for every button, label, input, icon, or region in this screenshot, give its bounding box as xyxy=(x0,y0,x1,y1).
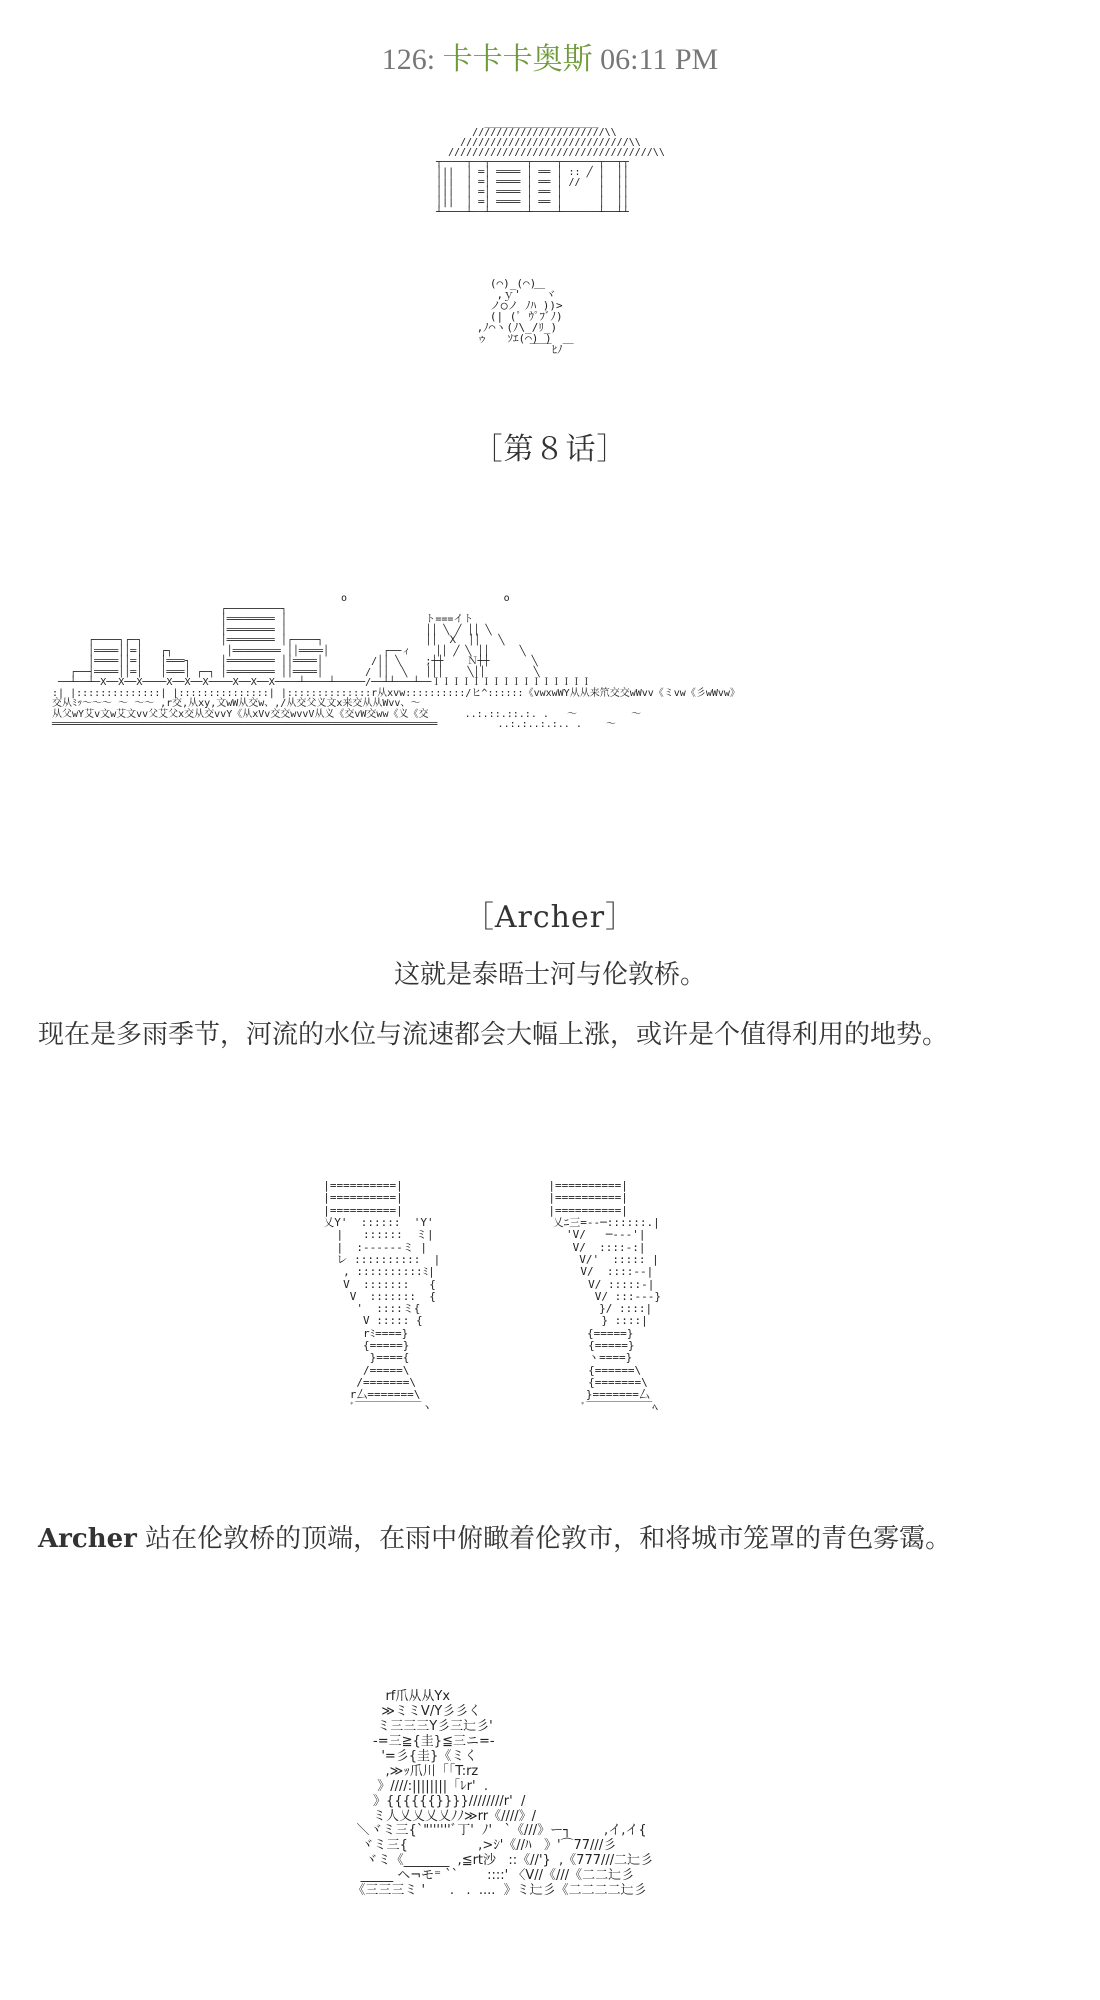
archer-sentence: 站在伦敦桥的顶端，在雨中俯瞰着伦敦市，和将城市笼罩的青色雾霭。 xyxy=(136,1524,952,1554)
post-time: 06:11 PM xyxy=(600,43,719,76)
post-number: 126: xyxy=(381,43,436,76)
ascii-art-bridge-towers: |==========| |==========| |==========| |==========| |==========| |==========| 乂Y' :::::: 'Y' 乂ﾆ三=--─::::::.| | :::::: ミ| 'V/ ─---'| | :------ミ | V/ ::::-:| レ :::::::::: | V/' ::::: | , ::::::::::ﾐ| V/ ::::--| V ::::::: { V/ :::::-| V ::::::: { V/ :::---} ' ::::ミ{ }/ ::::| V ::::: { } ::::| rﾐ====} {=====} {=====} {=====} }===={ ヽ====} /=====\ {======\ /=======\ {=======\ r厶=======\ }=======厶 ﾞ￣￣￣￣￣￣ヽ ﾞ￣￣￣￣￣￣ﾍ xyxy=(323,1179,661,1414)
post-header xyxy=(0,34,1100,78)
post-author-link[interactable]: 卡卡卡奥斯 xyxy=(442,43,593,76)
chapter-label: ［第８话］ xyxy=(472,432,628,467)
ascii-art-archer-figure: rf爪从从Yx ≫ミミV/Y彡彡く ミ三三三Y彡三辷彡' -=三≧{圭}≦三ニ=- '=彡{圭}《ミく ,≫ｯ爪川「「T:rz 》////:||||||||「ﾚr' . 》{{{{{{}}}}////////r' / ミ人乂乂乂乂ﾉﾉ≫rr《////》/ ＼ヾミ三{`"''''''ﾞ丁' ﾉ' `《///》ー┐ ,イ,イ{ ヾミ三{ ,>ｼ'《//ﾊ 》'⌒77///彡 ヾミ《_______ ,≦rt沙 ::《//'} ,《777///二辷彡 _____ ヘ¬モ⁼ `` ::::' 〈V//《///《二二辷彡 《三三三ミ ' . . .... 》ミ辷彡《二二二二辷彡 xyxy=(352,1689,654,1899)
speaker-label: ［Archer］ xyxy=(463,900,637,935)
archer-name: Archer xyxy=(38,1524,137,1554)
paragraph-archer-on-bridge xyxy=(38,1518,1068,1555)
paragraph-rainy-season: 现在是多雨季节，河流的水位与流速都会大幅上涨，或许是个值得利用的地势。 xyxy=(38,1020,949,1050)
paragraph-thames: 这就是泰晤士河与伦敦桥。 xyxy=(393,960,706,990)
ascii-art-city-skyline: o o ┌─────────┐ │════════ │ ト===イト │════════ │ ││ ╲ ╱ ││ ╲ ┌────┐┌─┐ │════════ │┌────┐ ││ Ⅹ ││ ╲ │════││═│ ┌┐ │════════ ││════│ ┌──ィ ││ ╱ ╲ ││ ╲ │════││═│ │═══┐ │════════ ││════│ /││ ╲ ;┼┼ Ｎ┼┼ ╲ ┌──┤════││═│ │═══│ ┌─┐ │════════ ││════│ / ││ ╲ │││ ╲││ ╲ ──┴──┴─X──X──X────X──X──X────X──X──X────┴────┴─────/──┴┴───┴──ＩＩＩＩＩＩＩＩＩＩＩＩＩＩＩＩ :| |::::::::::::::| |:::::::::::::::| |::::::::::::::r从xvw::::::::::/ヒ^::::::《vwxwWY从从来笊交交wWvv《ミvw《彡wWvw》 交从ﾐｯ〜〜〜 〜 〜〜 ,r交,从xy,文wW从交w、,/从交父义文x来交从从Wvv、〜 从父wY艾v文w艾文vv父艾父x交从交vvY《从xVv交交wvvV从义《交vW交ww《义《交 ..:.::.::.:. . 〜 〜 ════════════════════════════════════════════════════════════════ ..:.:..:.:.. . 〜 xyxy=(52,593,740,730)
ascii-art-cat: (⌒)_(⌒) ,ｙ' ￣ヾ ノ◯ノ ﾉﾊ ))> (| (ﾟ ｳﾟﾌﾞﾉ) ,ﾉ⌒ヽ(ﾉ\_/ﾘ_) ゥ ｿｴ(⌒) ) ￣￣ﾋﾉ￣ xyxy=(476,277,574,356)
ascii-art-house: ___________________ //////////////////////\\ ////////////////////////////\\ //////////////////////////////////\\ ┬────┬──┬──────┬────┬──────┬──┬┬ │|| │ ═│ ════ │ ══ │ :: ╱ │ ││ │|| │ ═│ ════ │ ══ │ // │ ││ │|| │ ═│ ════ │ ══ │ │ ││ │|| │ ═│ ════ │ ══ │ │ ││ ┴────┴──┴──────┴────┴──────┴──┴┴ xyxy=(436,117,665,218)
